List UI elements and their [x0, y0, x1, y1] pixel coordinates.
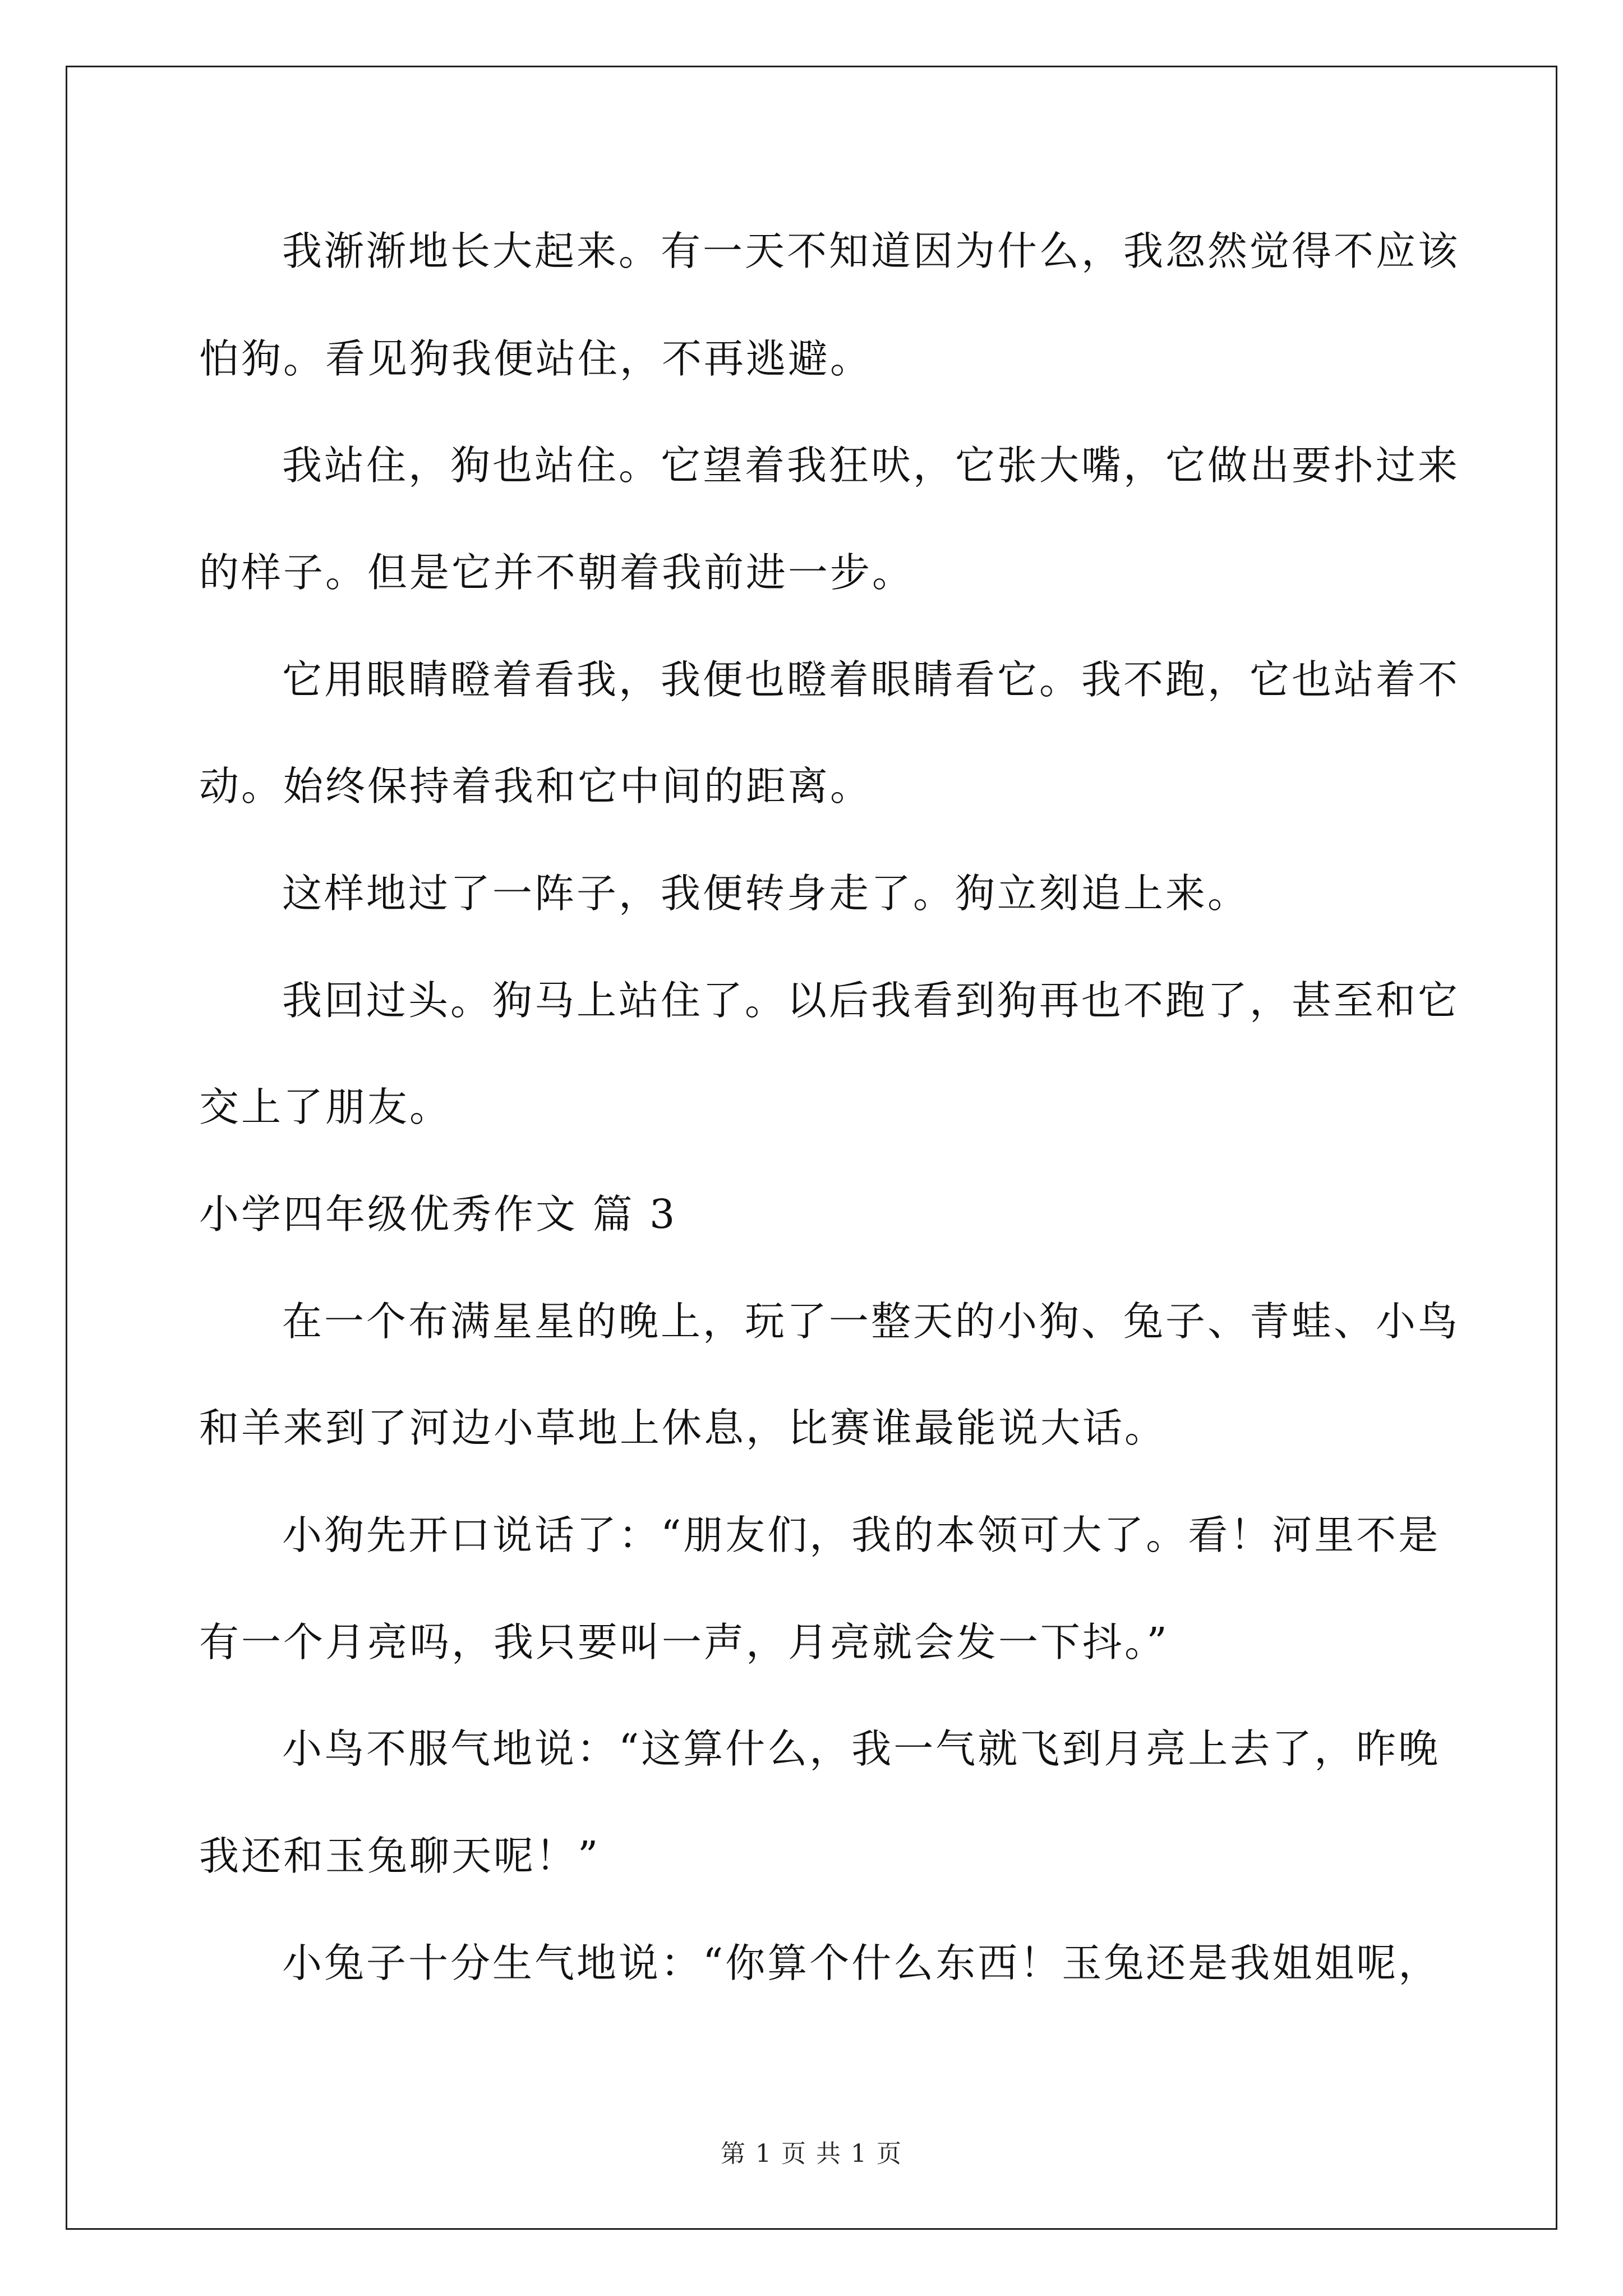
- page-border: [66, 66, 1557, 2230]
- paragraph-line: 我还和玉兔聊天呢！”: [199, 1833, 601, 1879]
- paragraph-line: 这样地过了一阵子，我便转身走了。狗立刻追上来。: [282, 870, 1250, 917]
- paragraph-line: 有一个月亮吗，我只要叫一声，月亮就会发一下抖。”: [199, 1619, 1169, 1665]
- page-footer: 第 1 页 共 1 页: [721, 2139, 902, 2168]
- paragraph-line: 动。始终保持着我和它中间的距离。: [199, 763, 873, 809]
- paragraph-line: 的样子。但是它并不朝着我前进一步。: [199, 549, 915, 596]
- paragraph-line: 怕狗。看见狗我便站住，不再逃避。: [199, 335, 873, 382]
- paragraph-line: 小鸟不服气地说：“这算什么，我一气就飞到月亮上去了，昨晚: [282, 1726, 1441, 1772]
- paragraph-line: 交上了朋友。: [199, 1084, 452, 1130]
- paragraph-line: 我站住，狗也站住。它望着我狂吠，它张大嘴，它做出要扑过来: [282, 442, 1460, 489]
- paragraph-line: 小狗先开口说话了：“朋友们，我的本领可大了。看！河里不是: [282, 1512, 1441, 1558]
- paragraph-line: 它用眼睛瞪着看我，我便也瞪着眼睛看它。我不跑，它也站着不: [282, 656, 1460, 703]
- paragraph-line: 在一个布满星星的晚上，玩了一整天的小狗、兔子、青蛙、小鸟: [282, 1298, 1460, 1345]
- paragraph-line: 我回过头。狗马上站住了。以后我看到狗再也不跑了，甚至和它: [282, 977, 1460, 1024]
- paragraph-line: 和羊来到了河边小草地上休息，比赛谁最能说大话。: [199, 1405, 1167, 1451]
- paragraph-line: 小兔子十分生气地说：“你算个什么东西！玉兔还是我姐姐呢，: [282, 1940, 1441, 1986]
- section-heading: 小学四年级优秀作文 篇 3: [199, 1191, 677, 1237]
- paragraph-line: 我渐渐地长大起来。有一天不知道因为什么，我忽然觉得不应该: [282, 228, 1460, 274]
